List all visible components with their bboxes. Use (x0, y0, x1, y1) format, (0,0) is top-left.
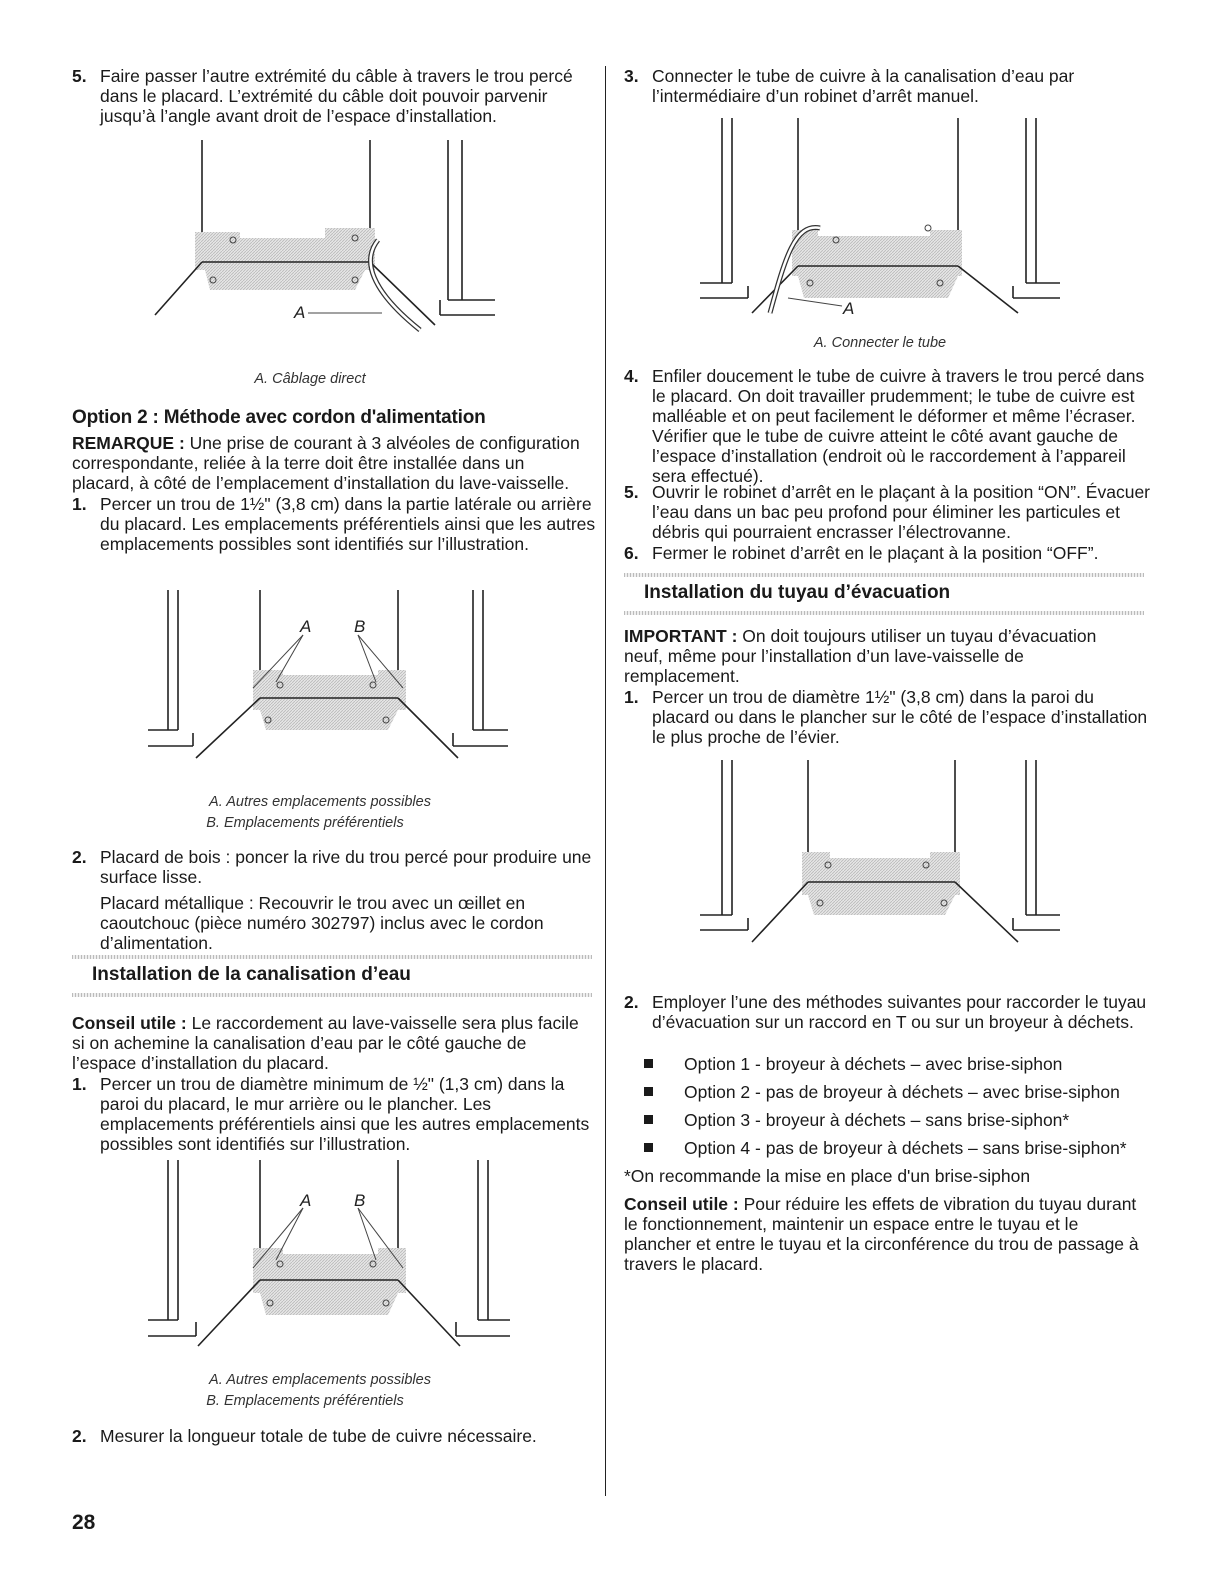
left-step-1 (72, 494, 600, 554)
step-text-wood: Placard de bois : poncer la rive du trou percé pour produire une surface lisse. (100, 847, 592, 887)
step-text-metal: Placard métallique : Recouvrir le trou avec un œillet en caoutchouc (pièce numéro 302797) inclus avec le cordon d’alimentation. (100, 893, 544, 953)
conseil-label: Conseil utile : (624, 1194, 739, 1214)
step-text: Faire passer l’autre extrémité du câble à travers le trou percé dans le placard. L’extrémité du câble doit pouvoir parvenir jusqu’à l’angle avant droit de l’espace d’installation. (100, 66, 573, 126)
bullet-square (644, 1115, 653, 1124)
step-number: 5. (72, 66, 87, 86)
figure-drain-hole (700, 760, 1070, 950)
footnote: *On recommande la mise en place d'un brise-siphon (624, 1166, 1031, 1186)
step-text: Percer un trou de diamètre minimum de ½" (1,3 cm) dans la paroi du placard, le mur arrière ou le plancher. Les emplacements préférentiels ainsi que les autres emplacements possibles sont identifiés sur l’illustration. (100, 1074, 590, 1154)
important-paragraph (624, 626, 1139, 686)
water-step-1 (72, 1074, 600, 1154)
water-step-2 (72, 1426, 600, 1446)
step-number: 2. (72, 847, 87, 867)
bullet-square (644, 1059, 653, 1068)
figure-connect-tube (700, 118, 1070, 328)
fig3-label-b: B (354, 1191, 366, 1210)
step-text: Enfiler doucement le tube de cuivre à travers le trou percé dans le placard. On doit travailler prudemment; le tube de cuivre est malléable et on peut facilement le déformer et même l’écraser. Vérifier que le tube de cuivre atteint le côté avant gauche de l’espace d’installation (endroit où le raccordement à l’appareil sera effectué). (652, 366, 1145, 486)
bullet-square (644, 1143, 653, 1152)
fig4-label-a: A (843, 299, 855, 318)
water-conseil-paragraph (72, 1013, 587, 1073)
step-text: Connecter le tube de cuivre à la canalisation d’eau par l’intermédiaire d’un robinet d’arrêt manuel. (652, 66, 1075, 106)
step-text: Percer un trou de diamètre 1½" (3,8 cm) dans la paroi du placard ou dans le plancher sur le côté de l’espace d’installation le plus proche de l’évier. (652, 687, 1148, 747)
water-line-heading-band (72, 955, 592, 997)
drain-step-1 (624, 687, 1152, 747)
right-step-5 (624, 482, 1152, 542)
option-label: Option 3 - broyeur à déchets – sans brise-siphon* (684, 1110, 1070, 1130)
option-label: Option 2 - pas de broyeur à déchets – avec brise-siphon (684, 1082, 1120, 1102)
important-text: On doit toujours utiliser un tuyau d’évacuation neuf, même pour l’installation d’un lave-vaisselle de remplacement. (624, 626, 1097, 686)
step-number: 1. (72, 494, 87, 514)
left-step-2 (72, 847, 600, 953)
fig3-label-a: A (300, 1191, 312, 1210)
fig1-caption: A. Câblage direct (254, 371, 366, 387)
option2-heading: Option 2 : Méthode avec cordon d'alimentation (72, 407, 486, 428)
step-text: Employer l’une des méthodes suivantes pour raccorder le tuyau d’évacuation sur un raccord en T ou sur un broyeur à déchets. (652, 992, 1147, 1032)
step-number: 5. (624, 482, 639, 502)
step-number: 3. (624, 66, 639, 86)
figure-power-cord-locations (148, 590, 518, 780)
conseil-text: Le raccordement au lave-vaisselle sera plus facile si on achemine la canalisation d’eau par le côté gauche de l’espace d’installation du placard. (72, 1013, 579, 1073)
fig2-caption-b: B. Emplacements préférentiels (206, 815, 404, 831)
fig3-caption-a: A. Autres emplacements possibles (209, 1372, 431, 1388)
column-divider (605, 66, 606, 1496)
remarque-paragraph (72, 433, 587, 493)
step-number: 2. (624, 992, 639, 1012)
fig2-label-a: A (300, 617, 312, 636)
drain-heading: Installation du tuyau d’évacuation (644, 582, 951, 603)
option-label: Option 4 - pas de broyeur à déchets – sans brise-siphon* (684, 1138, 1127, 1158)
step-text: Fermer le robinet d’arrêt en le plaçant à la position “OFF”. (652, 543, 1099, 563)
page-number: 28 (72, 1511, 96, 1534)
fig4-caption: A. Connecter le tube (813, 335, 947, 351)
fig1-label-a: A (294, 303, 306, 322)
step-number: 2. (72, 1426, 87, 1446)
fig3-caption-b: B. Emplacements préférentiels (206, 1393, 404, 1409)
step-number: 1. (72, 1074, 87, 1094)
water-line-heading: Installation de la canalisation d’eau (92, 964, 411, 985)
right-step-4 (624, 366, 1152, 486)
step-text: Mesurer la longueur totale de tube de cuivre nécessaire. (100, 1426, 537, 1446)
figure-direct-wiring (150, 140, 510, 370)
step-number: 1. (624, 687, 639, 707)
step-text: Percer un trou de 1½" (3,8 cm) dans la partie latérale ou arrière du placard. Les emplacements préférentiels ainsi que les autres emplacements possibles sont identifiés sur l’illustration. (100, 494, 596, 554)
left-step-5 (72, 66, 600, 126)
option-label: Option 1 - broyeur à déchets – avec brise-siphon (684, 1054, 1063, 1074)
step-number: 4. (624, 366, 639, 386)
step-number: 6. (624, 543, 639, 563)
fig2-label-b: B (354, 617, 366, 636)
right-step-6 (624, 543, 1152, 563)
important-label: IMPORTANT : (624, 626, 738, 646)
drain-conseil-paragraph (624, 1194, 1139, 1274)
remarque-label: REMARQUE : (72, 433, 185, 453)
drain-heading-band (624, 573, 1144, 615)
figure-water-line-locations (148, 1160, 518, 1360)
remarque-text: Une prise de courant à 3 alvéoles de configuration correspondante, reliée à la terre doit être installée dans un placard, à côté de l’emplacement d’installation du lave-vaisselle. (72, 433, 580, 493)
fig2-caption-a: A. Autres emplacements possibles (209, 794, 431, 810)
conseil-label: Conseil utile : (72, 1013, 187, 1033)
drain-step-2 (624, 992, 1152, 1032)
bullet-square (644, 1087, 653, 1096)
step-text: Ouvrir le robinet d’arrêt en le plaçant à la position “ON”. Évacuer l’eau dans un bac peu profond pour éliminer les particules et débris qui pourraient encrasser l’électrovanne. (652, 482, 1151, 542)
conseil-text: Pour réduire les effets de vibration du tuyau durant le fonctionnement, maintenir un espace entre le tuyau et le plancher et entre le tuyau et la circonférence du trou de passage à travers le placard. (624, 1194, 1139, 1274)
right-step-3 (624, 66, 1152, 106)
